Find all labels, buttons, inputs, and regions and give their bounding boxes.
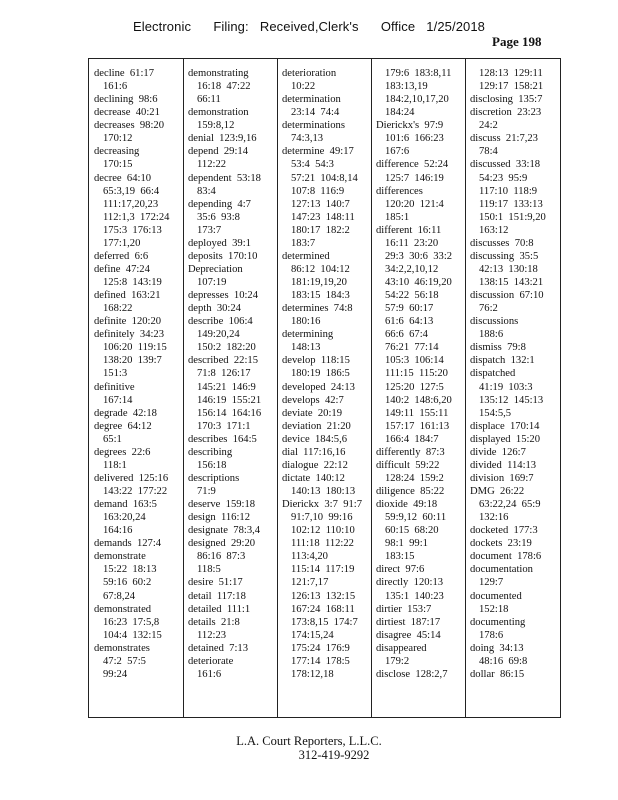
index-line: 105:3 106:14 <box>385 355 444 367</box>
index-line: disclosing 135:7 <box>470 94 543 106</box>
index-line: 145:21 146:9 <box>197 381 256 393</box>
index-line: dispatch 132:1 <box>470 355 535 367</box>
index-line: 127:13 140:7 <box>291 198 350 210</box>
index-line: documented <box>470 590 522 602</box>
index-line: 86:16 87:3 <box>197 551 246 563</box>
index-line: 140:2 148:6,20 <box>385 394 452 406</box>
index-line: 53:4 54:3 <box>291 159 334 171</box>
index-line: 113:4,20 <box>291 551 328 563</box>
index-line: determinations <box>282 120 345 132</box>
index-line: 170:3 171:1 <box>197 420 251 432</box>
index-line: demands 127:4 <box>94 538 162 550</box>
column-divider <box>183 59 184 717</box>
index-line: degrees 22:6 <box>94 446 151 458</box>
page-number: Page 198 <box>492 34 542 49</box>
index-line: detained 7:13 <box>188 642 249 654</box>
reporter-name: L.A. Court Reporters, L.L.C. <box>236 734 382 748</box>
index-line: degree 64:12 <box>94 420 152 432</box>
index-line: 104:4 132:15 <box>103 629 162 641</box>
index-line: document 178:6 <box>470 551 542 563</box>
index-line: 161:6 <box>103 81 128 93</box>
index-line: 126:13 132:15 <box>291 590 356 602</box>
index-line: discussion 67:10 <box>470 290 544 302</box>
index-line: 125:7 146:19 <box>385 172 444 184</box>
index-line: dialogue 22:12 <box>282 459 348 471</box>
index-line: 99:24 <box>103 668 128 680</box>
index-line: 83:4 <box>197 185 216 197</box>
index-line: deviate 20:19 <box>282 407 343 419</box>
index-line: divide 126:7 <box>470 446 526 458</box>
index-line: documenting <box>470 616 526 628</box>
index-line: disagree 45:14 <box>376 629 441 641</box>
index-line: designed 29:20 <box>188 538 256 550</box>
index-line: displace 170:14 <box>470 420 540 432</box>
index-line: 184:2,10,17,20 <box>385 94 449 106</box>
index-line: 59:16 60:2 <box>103 577 152 589</box>
index-line: dockets 23:19 <box>470 538 532 550</box>
index-line: 167:14 <box>103 394 133 406</box>
index-line: 138:15 143:21 <box>479 277 544 288</box>
index-line: 65:1 <box>103 433 122 445</box>
index-line: 66:6 67:4 <box>385 329 428 341</box>
index-line: 107:19 <box>197 277 227 288</box>
index-line: definitely 34:23 <box>94 329 165 341</box>
index-line: 184:24 <box>385 107 415 119</box>
index-line: 120:20 121:4 <box>385 198 444 210</box>
index-line: 106:20 119:15 <box>103 342 167 354</box>
index-line: descriptions <box>188 472 240 484</box>
index-line: 164:16 <box>103 525 133 537</box>
index-line: demand 163:5 <box>94 499 157 511</box>
index-line: 173:7 <box>197 224 222 236</box>
index-line: 159:8,12 <box>197 120 235 132</box>
index-line: docketed 177:3 <box>470 525 538 537</box>
index-line: dismiss 79:8 <box>470 342 526 354</box>
index-column-4 <box>376 67 470 717</box>
index-line: 163:20,24 <box>103 512 146 524</box>
index-line: differently 87:3 <box>376 446 445 458</box>
index-line: dirtier 153:7 <box>376 603 432 615</box>
index-line: 117:10 118:9 <box>479 185 538 197</box>
index-line: 54:23 95:9 <box>479 172 528 184</box>
index-line: 129:17 158:21 <box>479 81 544 93</box>
index-line: declining 98:6 <box>94 94 158 106</box>
index-line: 65:3,19 66:4 <box>103 185 160 197</box>
index-line: determined <box>282 250 330 262</box>
index-line: 34:2,2,10,12 <box>385 263 439 275</box>
index-line: 183:13,19 <box>385 81 428 93</box>
index-line: 61:6 64:13 <box>385 316 434 328</box>
index-line: 156:18 <box>197 459 227 471</box>
index-line: 16:23 17:5,8 <box>103 616 160 628</box>
index-line: demonstration <box>188 107 249 119</box>
index-line: 16:18 47:22 <box>197 81 251 93</box>
index-line: 111:17,20,23 <box>103 198 159 210</box>
index-line: 41:19 103:3 <box>479 381 533 393</box>
index-line: 163:12 <box>479 224 509 236</box>
index-line: discretion 23:23 <box>470 107 542 119</box>
index-line: 156:14 164:16 <box>197 407 262 419</box>
index-line: 175:24 176:9 <box>291 642 350 654</box>
index-line: 47:2 57:5 <box>103 655 146 667</box>
index-line: documentation <box>470 564 533 576</box>
index-line: deserve 159:18 <box>188 499 256 511</box>
index-line: 146:19 155:21 <box>197 394 262 406</box>
index-line: 188:6 <box>479 329 504 341</box>
index-line: 121:7,17 <box>291 577 329 589</box>
index-line: 66:11 <box>197 94 221 106</box>
index-line: 54:22 56:18 <box>385 290 439 302</box>
index-line: 138:20 139:7 <box>103 355 162 367</box>
index-line: 180:19 186:5 <box>291 368 350 380</box>
index-line: deployed 39:1 <box>188 237 251 249</box>
index-line: 57:21 104:8,14 <box>291 172 358 184</box>
index-line: 132:16 <box>479 512 509 524</box>
index-line: discuss 21:7,23 <box>470 133 538 145</box>
index-line: dioxide 49:18 <box>376 499 438 511</box>
index-line: describing <box>188 446 233 458</box>
word-index-frame <box>88 58 561 718</box>
index-line: 115:14 117:19 <box>291 564 355 576</box>
index-line: 10:22 <box>291 81 316 93</box>
index-line: 135:1 140:23 <box>385 590 444 602</box>
index-line: depending 4:7 <box>188 198 251 210</box>
index-line: 42:13 130:18 <box>479 263 538 275</box>
index-line: discusses 70:8 <box>470 237 534 249</box>
index-line: 98:1 99:1 <box>385 538 428 550</box>
index-line: degrade 42:18 <box>94 407 157 419</box>
index-line: 57:9 60:17 <box>385 303 434 315</box>
index-line: 147:23 148:11 <box>291 211 355 223</box>
index-line: 48:16 69:8 <box>479 655 528 667</box>
index-line: 63:22,24 65:9 <box>479 499 541 511</box>
index-line: 23:14 74:4 <box>291 107 340 119</box>
index-line: dispatched <box>470 368 516 380</box>
index-line: DMG 26:22 <box>470 486 525 497</box>
index-line: 67:8,24 <box>103 590 136 602</box>
index-line: division 169:7 <box>470 472 534 484</box>
index-line: 59:9,12 60:11 <box>385 512 447 524</box>
index-line: difference 52:24 <box>376 159 449 171</box>
index-line: develops 42:7 <box>282 394 344 406</box>
index-line: 112:23 <box>197 629 227 641</box>
index-line: Depreciation <box>188 263 243 275</box>
index-line: 170:15 <box>103 159 133 171</box>
index-line: 157:17 161:13 <box>385 420 450 432</box>
index-line: 143:22 177:22 <box>103 486 168 497</box>
index-column-1 <box>94 67 188 717</box>
index-line: 16:11 23:20 <box>385 237 439 249</box>
index-line: definitive <box>94 381 135 393</box>
index-line: 177:14 178:5 <box>291 655 350 667</box>
index-line: deteriorate <box>188 655 234 667</box>
index-line: decree 64:10 <box>94 172 152 184</box>
index-line: 168:22 <box>103 303 133 315</box>
index-line: 112:1,3 172:24 <box>103 211 170 223</box>
index-line: deferred 6:6 <box>94 250 149 262</box>
index-line: discussing 35:5 <box>470 250 539 262</box>
index-line: 152:18 <box>479 603 509 615</box>
index-column-3 <box>282 67 376 717</box>
index-line: 29:3 30:6 33:2 <box>385 250 453 262</box>
index-line: 43:10 46:19,20 <box>385 277 452 288</box>
index-line: 71:9 <box>197 486 216 497</box>
index-line: 181:19,19,20 <box>291 277 347 288</box>
index-line: disappeared <box>376 642 427 654</box>
index-line: 177:1,20 <box>103 237 141 249</box>
index-line: denial 123:9,16 <box>188 133 257 145</box>
index-line: 149:11 155:11 <box>385 407 449 419</box>
index-line: 140:13 180:13 <box>291 486 356 497</box>
index-line: 183:15 <box>385 551 415 563</box>
index-line: detailed 111:1 <box>188 603 251 615</box>
index-line: displayed 15:20 <box>470 433 541 445</box>
column-divider <box>277 59 278 717</box>
page-footer <box>0 734 618 762</box>
index-line: 166:4 184:7 <box>385 433 439 445</box>
index-line: 91:7,10 99:16 <box>291 512 353 524</box>
index-line: determination <box>282 94 341 106</box>
index-line: 35:6 93:8 <box>197 211 240 223</box>
index-line: definite 120:20 <box>94 316 162 328</box>
index-line: Dierickx 3:7 91:7 <box>282 499 363 511</box>
index-line: 178:12,18 <box>291 668 334 680</box>
index-line: 183:7 <box>291 237 316 249</box>
index-line: 125:20 127:5 <box>385 381 444 393</box>
index-line: 179:6 183:8,11 <box>385 68 452 79</box>
index-line: define 47:24 <box>94 263 150 275</box>
index-line: doing 34:13 <box>470 642 524 654</box>
index-line: 119:17 133:13 <box>479 198 543 210</box>
index-column-5 <box>470 67 564 717</box>
index-line: 179:2 <box>385 655 410 667</box>
index-line: 150:2 182:20 <box>197 342 256 354</box>
index-line: demonstrate <box>94 551 146 563</box>
index-line: described 22:15 <box>188 355 259 367</box>
index-line: 148:13 <box>291 342 321 354</box>
index-line: develop 118:15 <box>282 355 350 367</box>
index-line: depresses 10:24 <box>188 290 259 302</box>
index-line: 150:1 151:9,20 <box>479 211 546 223</box>
index-line: 118:1 <box>103 459 127 471</box>
index-line: 86:12 104:12 <box>291 263 350 275</box>
index-line: dial 117:16,16 <box>282 446 346 458</box>
index-line: 102:12 110:10 <box>291 525 355 537</box>
index-line: detail 117:18 <box>188 590 246 602</box>
index-line: delivered 125:16 <box>94 472 169 484</box>
index-line: 78:4 <box>479 146 498 158</box>
index-line: 125:8 143:19 <box>103 277 162 288</box>
index-line: 180:16 <box>291 316 321 328</box>
index-line: 173:8,15 174:7 <box>291 616 358 628</box>
index-line: deterioration <box>282 68 337 79</box>
index-line: depend 29:14 <box>188 146 249 158</box>
index-line: 180:17 182:2 <box>291 224 350 236</box>
index-line: directly 120:13 <box>376 577 444 589</box>
index-line: desire 51:17 <box>188 577 243 589</box>
index-column-2 <box>188 67 282 717</box>
index-line: 111:18 112:22 <box>291 538 354 550</box>
index-line: 71:8 126:17 <box>197 368 251 380</box>
index-line: 185:1 <box>385 211 410 223</box>
index-line: deposits 170:10 <box>188 250 258 262</box>
index-line: dirtiest 187:17 <box>376 616 441 628</box>
filing-header: Electronic Filing: Received,Clerk's Office 1/25/2018 <box>132 19 486 34</box>
index-line: 76:21 77:14 <box>385 342 439 354</box>
index-line: diligence 85:22 <box>376 486 445 497</box>
index-line: 161:6 <box>197 668 222 680</box>
index-line: designate 78:3,4 <box>188 525 261 537</box>
index-line: decrease 40:21 <box>94 107 160 119</box>
index-line: 60:15 68:20 <box>385 525 439 537</box>
index-line: different 16:11 <box>376 224 442 236</box>
index-line: disclose 128:2,7 <box>376 668 448 680</box>
index-line: Dierickx's 97:9 <box>376 120 444 132</box>
index-line: 167:6 <box>385 146 410 158</box>
index-line: discussions <box>470 316 519 328</box>
index-line: 129:7 <box>479 577 504 589</box>
index-line: 170:12 <box>103 133 133 145</box>
index-line: design 116:12 <box>188 512 250 524</box>
column-divider <box>371 59 372 717</box>
index-line: demonstrated <box>94 603 152 615</box>
index-line: 128:24 159:2 <box>385 472 444 484</box>
index-line: 175:3 176:13 <box>103 224 162 236</box>
index-line: dictate 140:12 <box>282 472 345 484</box>
index-line: 128:13 129:11 <box>479 68 543 79</box>
index-line: determines 74:8 <box>282 303 353 315</box>
index-line: details 21:8 <box>188 616 240 628</box>
index-line: dollar 86:15 <box>470 668 525 680</box>
reporter-phone: 312-419-9292 <box>298 748 370 762</box>
index-line: defined 163:21 <box>94 290 161 302</box>
index-line: determine 49:17 <box>282 146 354 158</box>
index-line: developed 24:13 <box>282 381 355 393</box>
index-line: demonstrating <box>188 68 249 79</box>
index-line: 183:15 184:3 <box>291 290 350 302</box>
index-line: 101:6 166:23 <box>385 133 444 145</box>
index-line: 74:3,13 <box>291 133 324 145</box>
index-line: deviation 21:20 <box>282 420 351 432</box>
index-line: 24:2 <box>479 120 498 132</box>
index-line: demonstrates <box>94 642 150 654</box>
index-line: differences <box>376 185 423 197</box>
index-line: 112:22 <box>197 159 227 171</box>
index-line: difficult 59:22 <box>376 459 440 471</box>
index-line: depth 30:24 <box>188 303 241 315</box>
index-line: 135:12 145:13 <box>479 394 544 406</box>
index-line: divided 114:13 <box>470 459 537 471</box>
index-line: 154:5,5 <box>479 407 512 419</box>
index-line: 178:6 <box>479 629 504 641</box>
index-line: decreases 98:20 <box>94 120 165 132</box>
index-line: decline 61:17 <box>94 68 155 79</box>
index-line: describe 106:4 <box>188 316 253 328</box>
index-line: 15:22 18:13 <box>103 564 157 576</box>
index-line: 149:20,24 <box>197 329 240 341</box>
index-line: dependent 53:18 <box>188 172 261 184</box>
index-line: decreasing <box>94 146 140 158</box>
index-line: 107:8 116:9 <box>291 185 345 197</box>
index-line: direct 97:6 <box>376 564 425 576</box>
index-line: 76:2 <box>479 303 498 315</box>
index-line: device 184:5,6 <box>282 433 348 445</box>
column-divider <box>465 59 466 717</box>
index-line: determining <box>282 329 334 341</box>
index-line: describes 164:5 <box>188 433 257 445</box>
index-line: 167:24 168:11 <box>291 603 355 615</box>
index-line: 118:5 <box>197 564 221 576</box>
index-line: 111:15 115:20 <box>385 368 448 380</box>
index-line: 151:3 <box>103 368 128 380</box>
index-line: discussed 33:18 <box>470 159 541 171</box>
index-line: 174:15,24 <box>291 629 334 641</box>
